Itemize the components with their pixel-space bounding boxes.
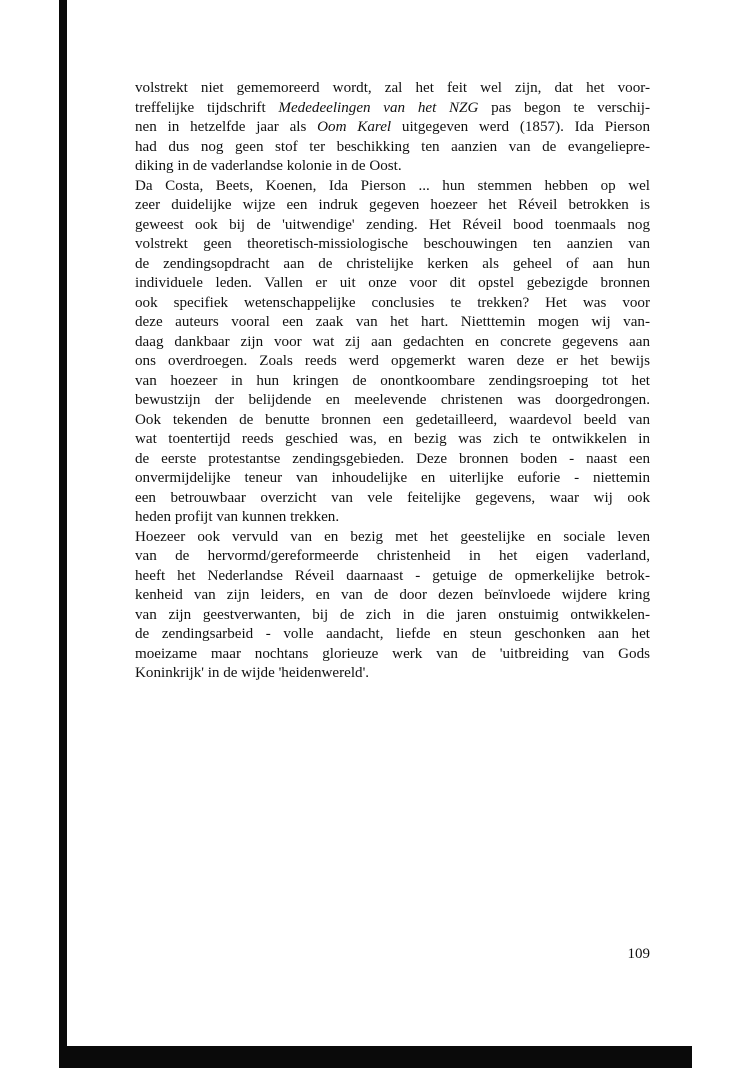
text-run: diking in de vaderlandse kolonie in de Oost.: [135, 158, 402, 174]
text-run: de zendingsarbeid - volle aandacht, liefde en steun geschonken aan het: [135, 626, 650, 642]
text-run: de zendingsopdracht aan de christelijke kerken als geheel of aan hun: [135, 255, 650, 272]
text-line: [135, 99, 650, 119]
text-line: [135, 567, 650, 587]
text-line: [135, 430, 650, 450]
scan-border-left: [59, 0, 67, 1068]
text-line: [135, 450, 650, 470]
text-run: geweest ook bij de 'uitwendige' zending. Het Réveil bood toenmaals nog: [135, 216, 650, 233]
text-line: [135, 547, 650, 567]
text-line: [135, 138, 650, 158]
text-line: [135, 235, 650, 255]
text-run: kenheid van zijn leiders, en van de door dezen beïnvloede wijdere kring: [135, 587, 650, 603]
text-line: [135, 391, 650, 411]
text-run: individuele leden. Vallen er uit onze voor dit opstel gebezigde bronnen: [135, 275, 650, 291]
text-run: zeer duidelijke wijze een indruk gegeven hoezeer het Réveil betrokken is: [135, 197, 650, 213]
text-run: volstrekt geen theoretisch-missiologische beschouwingen ten aanzien van: [135, 236, 650, 252]
text-run: pas begon te verschij-: [478, 99, 650, 116]
italic-title: Oom Karel: [317, 119, 392, 135]
text-line: [135, 528, 650, 548]
text-run: daag dankbaar zijn voor wat zij aan gedachten en concrete gegevens aan: [135, 333, 650, 350]
text-run: wat toentertijd reeds geschied was, en bezig was zich te ontwikkelen in: [135, 431, 650, 447]
text-line: [135, 157, 650, 177]
text-line: [135, 645, 650, 665]
text-run: een betrouwbaar overzicht van vele feitelijke gegevens, waar wij ook: [135, 489, 650, 506]
text-line: [135, 79, 650, 99]
scan-border-bottom: [59, 1046, 692, 1068]
text-line: [135, 664, 650, 684]
text-line: [135, 216, 650, 236]
text-run: van hoezeer in hun kringen de onontkoombare zendingsroeping tot het: [135, 372, 650, 389]
text-line: [135, 489, 650, 509]
text-run: volstrekt niet gememoreerd wordt, zal het feit wel zijn, dat het voor-: [135, 80, 650, 96]
text-line: [135, 255, 650, 275]
text-run: van de hervormd/gereformeerde christenheid in het eigen vaderland,: [135, 548, 650, 564]
text-run: uitgegeven werd (1857). Ida Pierson: [391, 119, 650, 135]
text-line: [135, 313, 650, 333]
text-run: de eerste protestantse zendingsgebieden. Deze bronnen boden - naast een: [135, 450, 650, 467]
body-text: [135, 79, 650, 684]
text-run: onvermijdelijke teneur van inhoudelijke en uiterlijke euforie - niettemin: [135, 470, 650, 486]
text-line: [135, 352, 650, 372]
text-line: [135, 586, 650, 606]
text-run: Da Costa, Beets, Koenen, Ida Pierson ... hun stemmen hebben op wel: [135, 177, 650, 194]
page-number: 109: [627, 946, 650, 962]
text-line: [135, 372, 650, 392]
text-line: [135, 625, 650, 645]
italic-title: Mededeelingen van het NZG: [278, 99, 479, 116]
text-run: nen in hetzelfde jaar als: [135, 119, 318, 135]
paragraph: [135, 528, 650, 684]
text-line: [135, 118, 650, 138]
text-line: [135, 274, 650, 294]
text-line: [135, 469, 650, 489]
text-run: Ook tekenden de benutte bronnen een gedetailleerd, waardevol beeld van: [135, 411, 650, 428]
text-run: heden profijt van kunnen trekken.: [135, 509, 340, 525]
text-line: [135, 177, 650, 197]
text-run: ook specifiek wetenschappelijke conclusies te trekken? Het was voor: [135, 294, 650, 311]
text-line: [135, 508, 650, 528]
text-run: Hoezeer ook vervuld van en bezig met het geestelijke en sociale leven: [135, 528, 650, 545]
text-run: heeft het Nederlandse Réveil daarnaast - getuige de opmerkelijke betrok-: [135, 567, 650, 584]
paragraph: [135, 177, 650, 528]
text-line: [135, 606, 650, 626]
text-run: Koninkrijk' in de wijde 'heidenwereld'.: [135, 665, 370, 681]
text-line: [135, 333, 650, 353]
paragraph: [135, 79, 650, 177]
text-run: van zijn geestverwanten, bij de zich in die jaren onstuimig ontwikkelen-: [135, 606, 650, 623]
text-line: [135, 196, 650, 216]
text-run: ons overdroegen. Zoals reeds werd opgemerkt waren deze er het bewijs: [135, 353, 650, 369]
text-line: [135, 411, 650, 431]
text-run: had dus nog geen stof ter beschikking ten aanzien van de evangeliepre-: [135, 138, 650, 155]
text-run: deze auteurs vooral een zaak van het hart. Nietttemin mogen wij van-: [135, 314, 650, 330]
text-run: treffelijke tijdschrift: [135, 99, 279, 116]
text-run: bewustzijn der belijdende en meelevende christenen was doorgedrongen.: [135, 392, 650, 408]
text-line: [135, 294, 650, 314]
text-run: moeizame maar nochtans glorieuze werk van de 'uitbreiding van Gods: [135, 645, 650, 662]
